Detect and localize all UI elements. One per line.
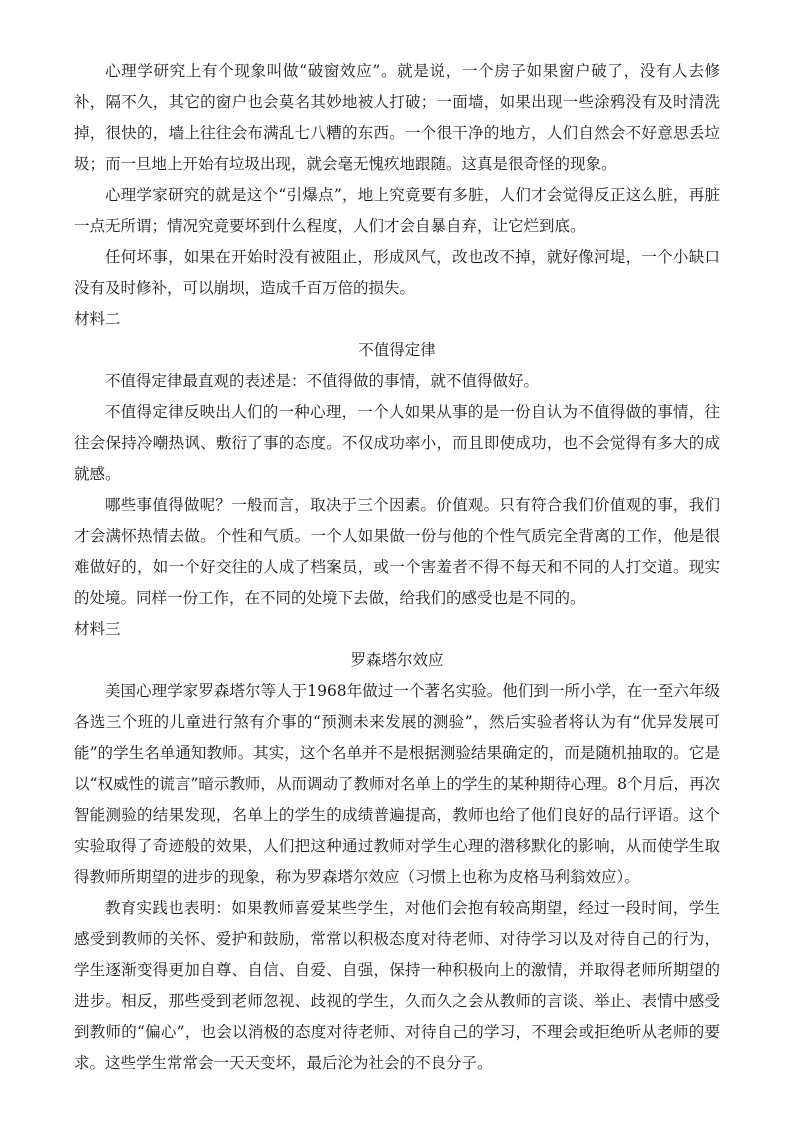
document-body [74,56,720,1079]
broken-window-paragraph-1: 心理学研究上有个现象叫做“破窗效应”。就是说，一个房子如果窗户破了，没有人去修补，隔不久，其它的窗户也会莫名其妙地被人打破；一面墙，如果出现一些涂鸦没有及时清洗掉，很快的，墙上往往会布满乱七八糟的东西。一个很干净的地方，人们自然会不好意思丢垃圾；而一旦地上开始有垃圾出现，就会毫无愧疚地跟随。这真是很奇怪的现象。 [74,62,720,173]
broken-window-paragraph-2: 心理学家研究的就是这个“引爆点”，地上究竟要有多脏，人们才会觉得反正这么脏，再脏一点无所谓；情况究竟要坏到什么程度，人们才会自暴自弃，让它烂到底。 [74,186,720,235]
not-worth-paragraph-2: 不值得定律反映出人们的一种心理，一个人如果从事的是一份自认为不值得做的事情，往往会保持冷嘲热讽、敷衍了事的态度。不仅成功率小，而且即使成功，也不会觉得有多大的成就感。 [74,403,720,483]
material-three [74,614,720,1079]
broken-window-paragraph-3: 任何坏事，如果在开始时没有被阻止，形成风气，改也改不掉，就好像河堤，一个小缺口没有及时修补，可以崩坝，造成千百万倍的损失。 [74,248,720,297]
material-three-label: 材料三 [74,620,121,638]
rosenthal-paragraph-1: 美国心理学家罗森塔尔等人于1968年做过一个著名实验。他们到一所小学，在一至六年级各选三个班的儿童进行煞有介事的“预测未来发展的测验”，然后实验者将认为有“优异发展可能”的学生名单通知教师。其实，这个名单并不是根据测验结果确定的，而是随机抽取的。它是以“权威性的谎言”暗示教师，从而调动了教师对名单上的学生的某种期待心理。8个月后，再次智能测验的结果发现，名单上的学生的成绩普遍提高，教师也给了他们良好的品行评语。这个实验取得了奇迹般的效果，人们把这种通过教师对学生心理的潜移默化的影响，从而使学生取得教师所期望的进步的现象，称为罗森塔尔效应（习惯上也称为皮格马利翁效应）。 [74,682,720,886]
material-three-title: 罗森塔尔效应 [350,651,444,669]
material-one [74,56,720,304]
material-two [74,304,720,614]
rosenthal-paragraph-2: 教育实践也表明：如果教师喜爱某些学生，对他们会抱有较高期望，经过一段时间，学生感受到教师的关怀、爱护和鼓励，常常以积极态度对待老师、对待学习以及对待自己的行为，学生逐渐变得更加自尊、自信、自爱、自强，保持一种积极向上的激情，并取得老师所期望的进步。相反，那些受到老师忽视、歧视的学生，久而久之会从教师的言谈、举止、表情中感受到教师的“偏心”，也会以消极的态度对待老师、对待自己的学习，不理会或拒绝听从老师的要求。这些学生常常会一天天变坏，最后沦为社会的不良分子。 [74,899,720,1072]
material-two-title: 不值得定律 [358,341,436,359]
not-worth-paragraph-3: 哪些事值得做呢？一般而言，取决于三个因素。价值观。只有符合我们价值观的事，我们才会满怀热情去做。个性和气质。一个人如果做一份与他的个性气质完全背离的工作，他是很难做好的，如一个好交往的人成了档案员，或一个害羞者不得不每天和不同的人打交道。现实的处境。同样一份工作，在不同的处境下去做，给我们的感受也是不同的。 [74,496,720,607]
not-worth-paragraph-1: 不值得定律最直观的表述是：不值得做的事情，就不值得做好。 [105,372,540,390]
material-two-label: 材料二 [74,310,121,328]
